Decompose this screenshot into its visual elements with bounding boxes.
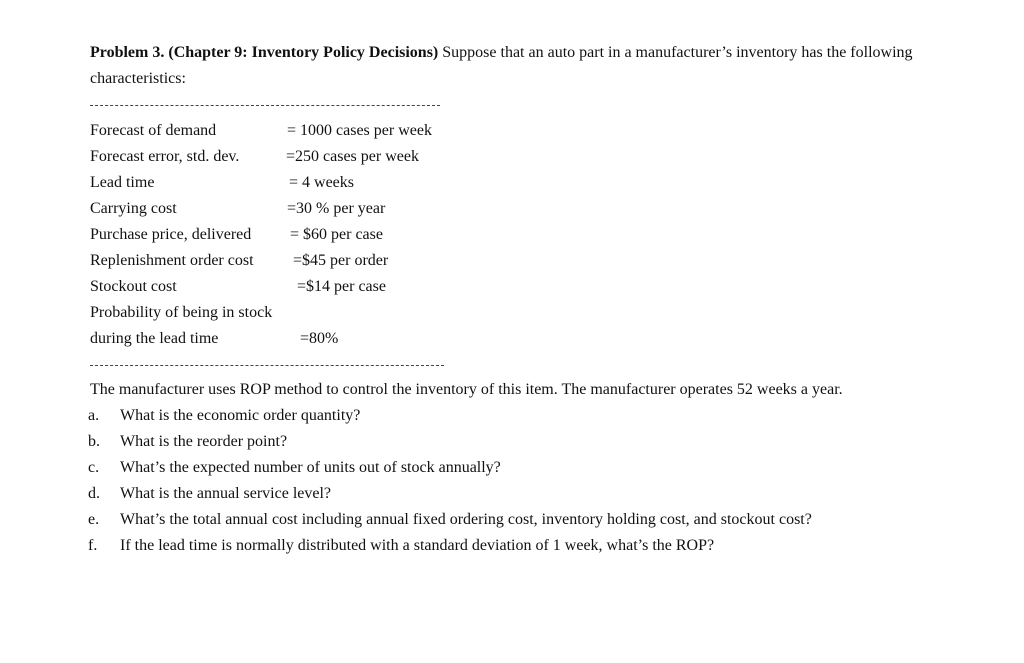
question-marker: a. [88, 407, 100, 424]
spec-label: Probability of being in stock [90, 304, 273, 321]
spec-value: =$45 per order [293, 252, 389, 269]
spec-label: Forecast error, std. dev. [90, 148, 240, 165]
problem-title: Problem 3. (Chapter 9: Inventory Policy Decisions) [90, 44, 439, 61]
spec-value: =80% [300, 330, 339, 347]
problem-intro [90, 40, 970, 92]
spec-label: Replenishment order cost [90, 252, 254, 269]
spec-label: Lead time [90, 174, 155, 191]
spec-label: Forecast of demand [90, 122, 217, 139]
question-marker: c. [88, 459, 100, 476]
spec-label: Stockout cost [90, 278, 177, 295]
problem-document [88, 40, 970, 554]
question-text: If the lead time is normally distributed with a standard deviation of 1 week, what’s the ROP? [120, 537, 715, 554]
question-marker: e. [88, 511, 100, 528]
question-text: What’s the expected number of units out of stock annually? [120, 459, 501, 476]
spec-value: =$14 per case [297, 278, 386, 295]
top-separator [90, 105, 440, 106]
spec-value: = 1000 cases per week [287, 122, 432, 139]
question-marker: f. [88, 537, 98, 554]
spec-value: = 4 weeks [289, 174, 355, 191]
spec-label: Purchase price, delivered [90, 226, 252, 243]
question-text: What’s the total annual cost including annual fixed ordering cost, inventory holding cost, and stockout cost? [120, 511, 812, 528]
question-text: What is the reorder point? [120, 433, 288, 450]
spec-value: =250 cases per week [286, 148, 419, 165]
question-marker: d. [88, 485, 100, 502]
spec-label: during the lead time [90, 330, 219, 347]
spec-value: = $60 per case [290, 226, 383, 243]
question-text: What is the annual service level? [120, 485, 332, 502]
question-intro: The manufacturer uses ROP method to control the inventory of this item. The manufacturer operates 52 weeks a year. [90, 381, 843, 398]
question-text: What is the economic order quantity? [120, 407, 361, 424]
bottom-separator [90, 365, 444, 366]
spec-value: =30 % per year [287, 200, 386, 217]
problem-intro-text: Suppose that an auto part in a manufacturer’s inventory has the following characteristics: [90, 44, 913, 87]
question-marker: b. [88, 433, 100, 450]
spec-label: Carrying cost [90, 200, 177, 217]
